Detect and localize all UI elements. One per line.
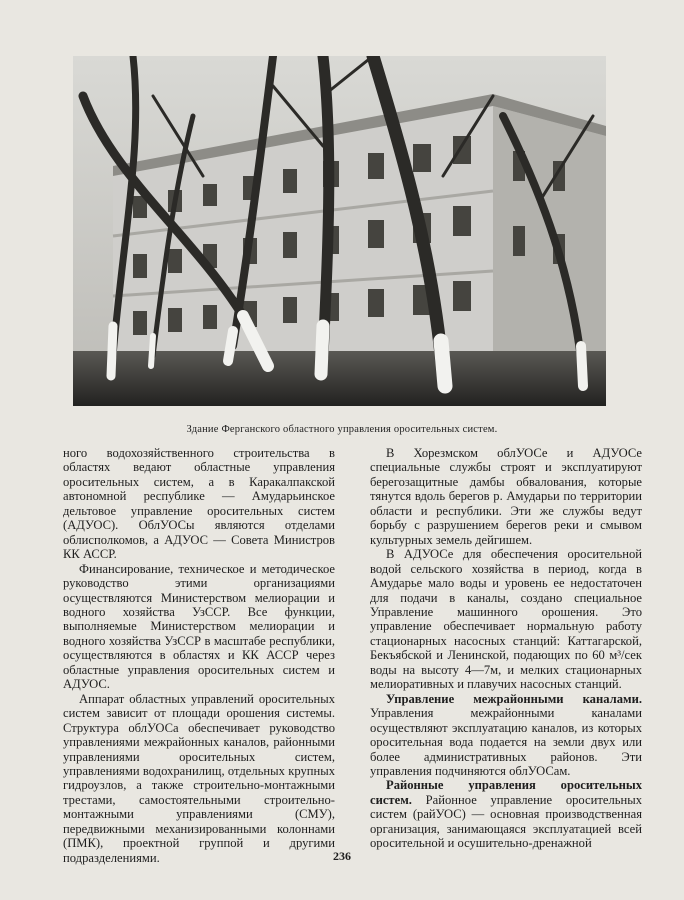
right-paragraph-3-text: Управления межрайонными каналами осуществляют эксплуатацию каналов, из которых оросительная вода подается на земли двух или более административных районов. Эти управления подчиняются облУОСам. xyxy=(370,706,642,778)
right-paragraph-2: В АДУОСе для обеспечения оросительной водой сельского хозяйства в период, когда в Амударье мало воды и уровень ее недостаточен для подачи в каналы, создано специальное Управление машинного орошения. Это управление обеспечивает нормальную работу стационарных насосных станций: Каттагарской, Бекъябской и Ленинской, подающих по 60 м³/сек воды на высоту 4—7м, и мелких стационарных мелиоративных и плавучих насосных станций. xyxy=(370,547,642,692)
photo-caption: Здание Ферганского областного управления оросительных систем. xyxy=(186,424,498,435)
section-heading-interdistrict-canals: Управление межрайонными каналами. xyxy=(386,691,642,706)
right-paragraph-1: В Хорезмском облУОСе и АДУОСе специальные службы строят и эксплуатируют берегозащитные дамбы обвалования, которые тянутся вдоль берегов р. Амударьи по территории области и республики. Эти же службы ведут борьбу с разрушением берегов реки и смывом культурных земель дейгишем. xyxy=(370,446,642,547)
building-illustration xyxy=(73,56,606,406)
left-paragraph-3: Аппарат областных управлений оросительных систем зависит от площади орошения системы. Структура облУОСа обеспечивает руководство управлениями межрайонных каналов, районными управлениями оросительных систем, управлениями водохранилищ, отдельных крупных гидроузлов, а также строительно-монтажными трестами, самостоятельными строительно-монтажными управлениями (СМУ), передвижными механизированными колоннами (ПМК), проектной группой и другими подразделениями. xyxy=(63,691,335,865)
building-photo xyxy=(73,56,606,406)
left-column xyxy=(63,446,335,865)
left-paragraph-2: Финансирование, техническое и методическое руководство этими организациями осуществляются Министерством мелиорации и водного хозяйства УзССР. Все функции, выполняемые Министерством мелиорации и водного хозяйства УзССР в масштабе республики, осуществляются в областях и КК АССР через областные управления оросительных систем и АДУОС. xyxy=(63,561,335,692)
right-column xyxy=(370,446,642,851)
right-paragraph-4-text: Районное управление оросительных систем (райУОС) — основная производственная организация, занимающаяся эксплуатацией всей оросительной и осушительно-дренажной xyxy=(370,792,642,851)
left-paragraph-1: ного водохозяйственного строительства в областях ведают областные управления оросительных систем, а в Каракалпакской автономной республике — Амударьинское дельтовое управление оросительных систем (АДУОС). ОблУОСы являются отделами облисполкомов, а АДУОС — Совета Министров КК АССР. xyxy=(63,446,335,562)
right-paragraph-4 xyxy=(370,778,642,850)
page-number: 236 xyxy=(333,849,351,863)
right-paragraph-3 xyxy=(370,692,642,779)
section-heading-district-administrations: Районные управления оросительных систем. xyxy=(370,778,642,807)
